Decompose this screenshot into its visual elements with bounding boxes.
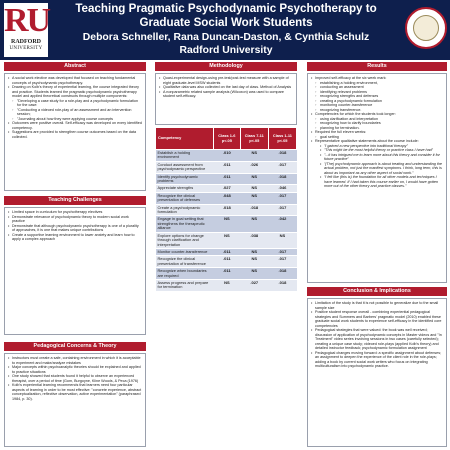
list-item: • Competencies for which the students took longer: [311, 112, 443, 117]
table-row [156, 232, 297, 248]
p-value-cell: .018 [240, 204, 268, 216]
seal-center [413, 15, 439, 41]
p-value-cell: .026 [240, 161, 268, 173]
p-value-cell: .011 [214, 248, 241, 255]
competency-label: Recognize the clinical presentation of transference [156, 256, 214, 268]
list-item: ◦ using clarification and interpretation [311, 117, 443, 122]
p-value-cell: NS [240, 150, 268, 162]
list-item: • Demonstrate relevance of psychodynamic theory to modern social work practice [8, 215, 142, 224]
list-item: • Pedagogical changes moving forward: a specific assignment about defenses; an assignment to deepen the experience of the client role in the role-plays; adding a book by current social work writers who focus on integrating multiculturalism into psychodynamic practice. [311, 351, 443, 369]
competency-label: Engage in goal setting that strengthens the therapeutic alliance [156, 216, 214, 232]
pedagogy-box [4, 353, 146, 447]
list-item: • Quasi-experimental design-using pre-test/post-test measure with a sample of eight graduate-level MSW students [159, 76, 293, 85]
col-header-class-7-11: Class 7-11 p<.05 [240, 128, 268, 150]
col-header-competency: Competency [156, 128, 214, 150]
list-item: ◦ monitoring counter-transference [311, 103, 443, 108]
list-item: ◦ establishing a holding environment, [311, 81, 443, 86]
competency-table-header-row [156, 128, 297, 150]
p-value-cell: .038 [240, 232, 268, 248]
teaching-challenges-list [8, 210, 142, 242]
list-item: • Qualitative data was also collected on the last day of class. Method of Analysis [159, 85, 293, 90]
list-item: • Outcomes were positive overall. Self-efficacy was developed on every identified competency. [8, 121, 142, 130]
list-item: • A social work elective was developed that focused on teaching fundamental concepts of psychodynamic psychotherapy. [8, 76, 142, 85]
list-item: • Create a supportive learning environment to lower anxiety and learn how to apply a complex approach [8, 233, 142, 242]
list-item: • Representative qualitative statements about the course include: [311, 139, 443, 144]
competency-label: Establish a holding environment [156, 150, 214, 162]
competency-label: Assess progress and prepare for termination [156, 279, 214, 291]
table-row [156, 173, 297, 185]
poster-title-block [50, 2, 402, 57]
abstract-heading: Abstract [4, 62, 146, 71]
methodology-box [155, 73, 297, 125]
logo-sub: UNIVERSITY [9, 46, 43, 51]
p-value-cell: .046 [268, 185, 296, 192]
p-value-cell: .010 [214, 150, 241, 162]
p-value-cell: .042 [268, 216, 296, 232]
list-item: ◦ conducting an assessment [311, 85, 443, 90]
poster-affiliation: Radford University [179, 45, 273, 56]
p-value-cell: NS [240, 192, 268, 204]
competency-label: Create a psychodynamic formulation [156, 204, 214, 216]
conclusion-heading: Conclusion & Implications [307, 287, 447, 296]
table-row [156, 192, 297, 204]
university-seal-icon [405, 7, 447, 49]
list-item: • "I gained a new perspective into traditional therapy" [311, 144, 443, 149]
p-value-cell: .027 [214, 185, 241, 192]
p-value-cell: .018 [268, 150, 296, 162]
table-row [156, 150, 297, 162]
table-row [156, 279, 297, 291]
p-value-cell: .018 [268, 268, 296, 280]
teaching-challenges-heading: Teaching Challenges [4, 196, 146, 205]
p-value-cell: .017 [268, 256, 296, 268]
list-item: ◦ recognizing transference. [311, 108, 443, 113]
p-value-cell: NS [240, 185, 268, 192]
list-item: • A nonparametric related sample analysis (Wilcoxon) was used to compare student self-efficacy. [159, 90, 293, 99]
list-item: ◦ recognizing strengths and defenses [311, 94, 443, 99]
poster-title: Teaching Pragmatic Psychodynamic Psychotherapy to Graduate Social Work Students [75, 2, 377, 29]
list-item: • Suggestions are provided to strengthen course outcomes based on the data collected. [8, 130, 142, 139]
list-item: • Pedagogical strategies that were valued: the book was well received; discussion of application of psychodynamic concepts in Master videos and "In Treatment" video series involving sessions in two cases (carefully selected); creating a unique case study; videoed role-plays (applied Kolb's theory) and detailed instructor feedback; psychodynamic formulation assignment [311, 328, 443, 351]
competency-label: Recognize when boundaries are required [156, 268, 214, 280]
list-item: • Kolb's experiential learning recommends that learners need four particular aspects of learning in order to be most effective: "concrete experience, abstract conceptualization, reflective observation, active experimentation" (paraphrased 1984, p. 30). [8, 383, 142, 401]
list-item: • Demonstrate that although psychodynamic psychotherapy is one of a plurality of approaches, it is one that makes unique contributions [8, 224, 142, 233]
list-item: ◦ creating a psychodynamic formulation [311, 99, 443, 104]
conclusion-box [307, 298, 447, 447]
teaching-challenges-box [4, 207, 146, 335]
p-value-cell: .011 [214, 268, 241, 280]
list-item: • "This might be the most helpful theory or practice class I have had" [311, 148, 443, 153]
p-value-cell: NS [240, 173, 268, 185]
table-row [156, 185, 297, 192]
list-item: • Required the full eleven weeks: [311, 130, 443, 135]
competency-label: Appreciate strengths [156, 185, 214, 192]
list-item: • Limited space in curriculum for psychotherapy electives [8, 210, 142, 215]
list-item: ◦ "Developing a case study for a role-play and a psychodynamic formulation for the case: [8, 99, 142, 108]
p-value-cell: NS [214, 279, 241, 291]
methodology-list [159, 76, 293, 99]
list-item: ◦ planning for termination. [311, 126, 443, 131]
p-value-cell: .011 [214, 161, 241, 173]
list-item: • Major concepts within psychoanalytic theories should be explained and applied to practice situations [8, 365, 142, 374]
p-value-cell: NS [214, 216, 241, 232]
results-box [307, 73, 447, 283]
table-row [156, 256, 297, 268]
radford-logo [4, 3, 48, 57]
p-value-cell: NS [240, 248, 268, 255]
competency-label: Recognize the clinical presentation of defenses [156, 192, 214, 204]
conclusion-list [311, 301, 443, 369]
list-item: • Improved self-efficacy at the six week mark: [311, 76, 443, 81]
p-value-cell: .027 [240, 279, 268, 291]
p-value-cell: .018 [214, 204, 241, 216]
competency-label: Identify psychodynamic problems [156, 173, 214, 185]
list-item: ◦ "Journaling about how they were applying course concepts [8, 117, 142, 122]
list-item: • Positive student response overall - combining experiential pedagogical strategies and Summers and Barbers' pragmatic model (2010) enabled these graduate social work students to experience self-efficacy in the identified core competencies [311, 310, 443, 328]
list-item: • "...it has intrigued me to learn more about this theory and consider it for future practice" [311, 153, 443, 162]
col-header-class-1-11: Class 1-11 p<.05 [268, 128, 296, 150]
competency-table-body [156, 150, 297, 292]
list-item: ◦ identifying relevant problems [311, 90, 443, 95]
competency-label: Explore options for change through clarification and interpretation [156, 232, 214, 248]
p-value-cell: .017 [268, 192, 296, 204]
p-value-cell: NS [240, 256, 268, 268]
list-item: • Instructors must create a safe, containing environment in which it is acceptable to experiment and make/analyze mistakes [8, 356, 142, 365]
p-value-cell: .017 [268, 248, 296, 255]
poster-authors: Debora Schneller, Rana Duncan-Daston, & Cynthia Schulz [82, 32, 370, 43]
pedagogy-list [8, 356, 142, 401]
p-value-cell: .018 [268, 173, 296, 185]
logo-name: RADFORD [11, 39, 41, 45]
table-row [156, 161, 297, 173]
competency-label: Conduct assessment from psychodynamic perspective [156, 161, 214, 173]
col-header-class-1-6: Class 1-6 p<.05 [214, 128, 241, 150]
p-value-cell: NS [268, 232, 296, 248]
p-value-cell: .011 [214, 173, 241, 185]
competency-label: Monitor counter-transference [156, 248, 214, 255]
poster-header [0, 0, 450, 60]
table-row [156, 216, 297, 232]
logo-letters: RU [4, 2, 50, 39]
competency-table [155, 127, 297, 292]
p-value-cell: .017 [268, 204, 296, 216]
list-item: ◦ recognizing how to clarify boundaries [311, 121, 443, 126]
methodology-heading: Methodology [155, 62, 297, 71]
list-item: • "(The) psychodynamic approach is about treating and understanding the actual problem, not just the manifest symptoms. I think, long term, this is about as important as any other aspect of social work." [311, 162, 443, 176]
results-heading: Results [307, 62, 447, 71]
list-item: • Limitation of the study is that it is not possible to generalize due to the small sample size [311, 301, 443, 310]
table-row [156, 204, 297, 216]
p-value-cell: .018 [268, 279, 296, 291]
list-item: ◦ "Conducting a videoed role-play of an assessment and an intervention session; [8, 108, 142, 117]
p-value-cell: .011 [214, 256, 241, 268]
pedagogy-heading: Pedagogical Concerns & Theory [4, 342, 146, 351]
abstract-list [8, 76, 142, 139]
p-value-cell: NS [240, 268, 268, 280]
abstract-box [4, 73, 146, 191]
p-value-cell: .048 [214, 192, 241, 204]
list-item: • One study showed that students found it helpful to observe an experienced therapist, over a period of time (Gom, Burgoyne, Kline Woods, & Peca (1976) [8, 374, 142, 383]
table-row [156, 268, 297, 280]
table-row [156, 248, 297, 255]
results-list [311, 76, 443, 189]
p-value-cell: .017 [268, 161, 296, 173]
p-value-cell: NS [240, 216, 268, 232]
list-item: • Drawing on Kolb's theory of experiential learning, the course integrated theory and practice. Students learned the pragmatic psychodynamic psychotherapy model and applied theoretical constructs through multiple components: [8, 85, 142, 99]
list-item: ◦ goal setting [311, 135, 443, 140]
list-item: • "I felt like (this is) the foundation for all other models and techniques I have learned. If I had taken this course earlier on, I would have gotten more out of the other theory and practice classes." [311, 175, 443, 189]
p-value-cell: NS [214, 232, 241, 248]
